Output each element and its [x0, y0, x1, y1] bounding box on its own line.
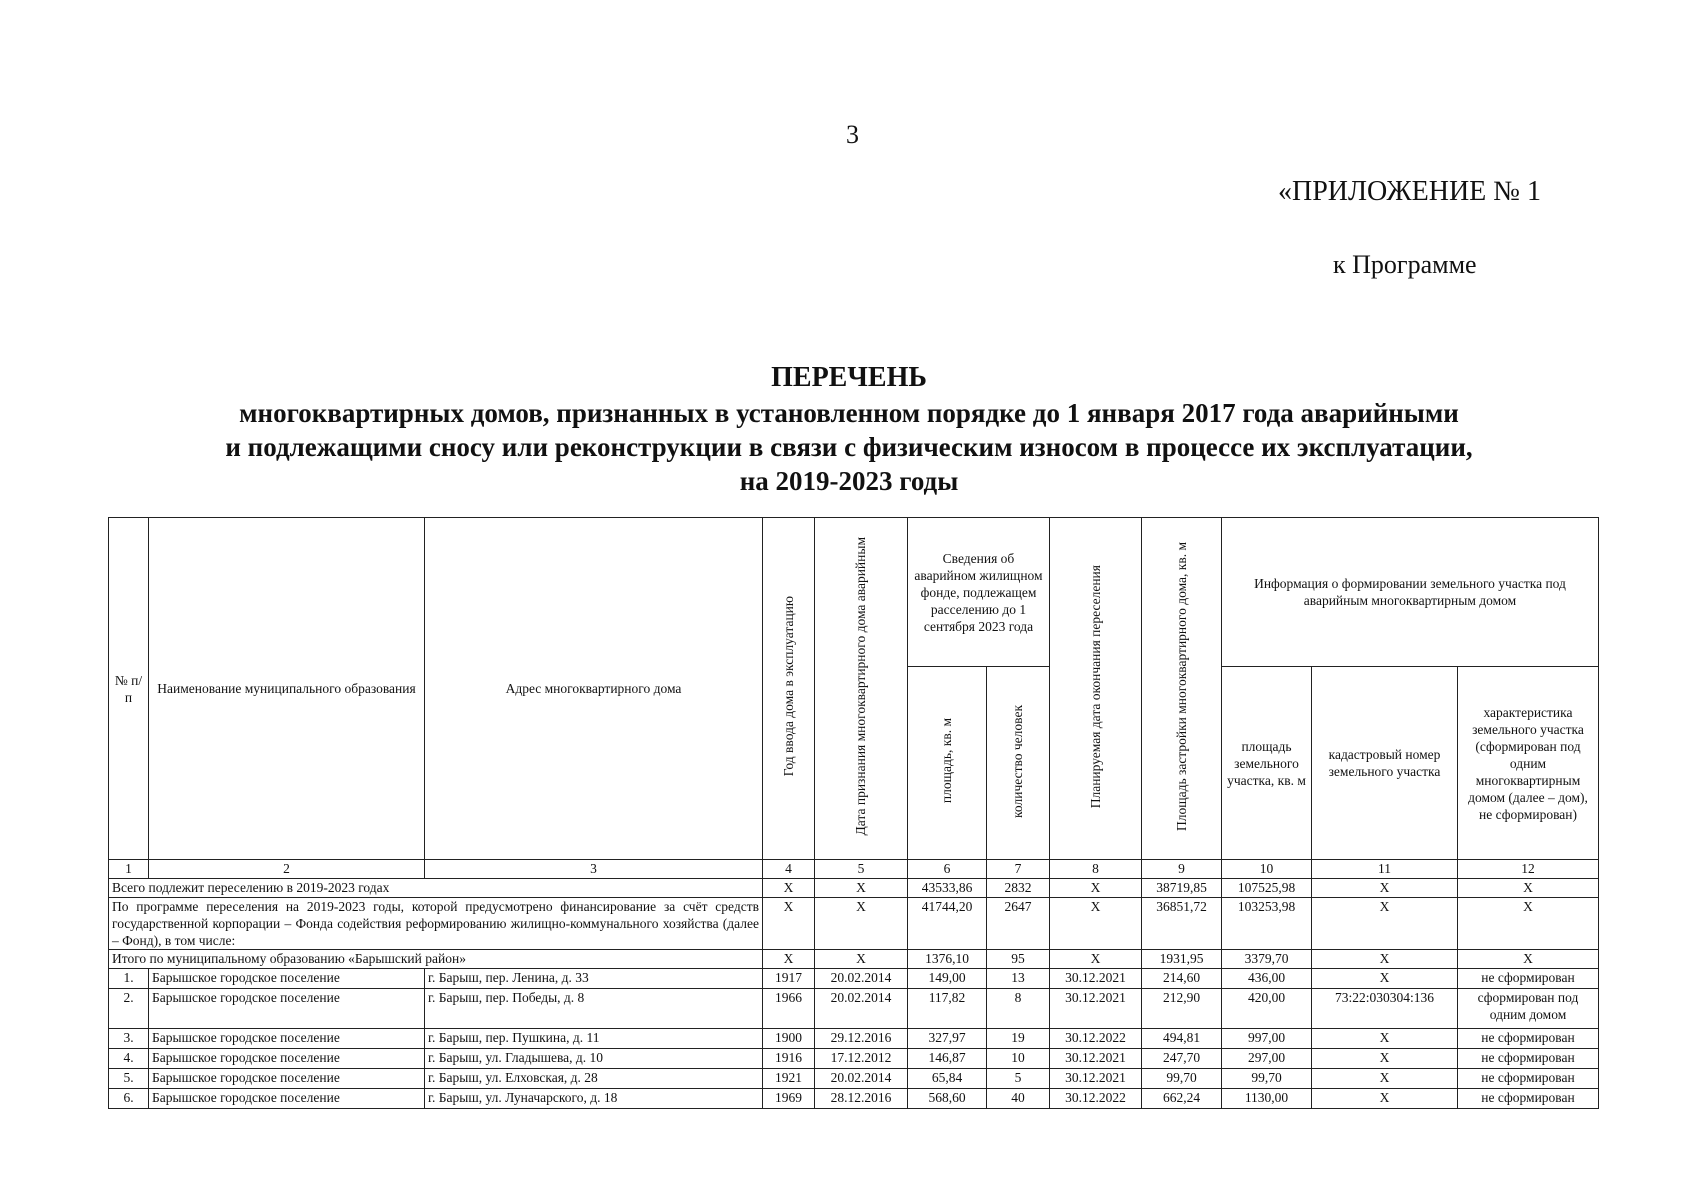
summary-row-fund	[109, 898, 1599, 950]
col-number: 3	[425, 860, 763, 879]
col-number: 6	[908, 860, 987, 879]
row-plan-date: 30.12.2022	[1050, 1029, 1142, 1049]
row-address: г. Барыш, пер. Ленина, д. 33	[425, 969, 763, 989]
summary-cell: X	[1458, 898, 1599, 950]
summary-cell: 36851,72	[1142, 898, 1222, 950]
header-land-char: характеристика земельного участка (сформирован под одним многоквартирным домом (далее – дом), не сформирован)	[1458, 667, 1599, 860]
houses-table	[108, 517, 1599, 1109]
row-people: 8	[987, 989, 1050, 1029]
row-date: 28.12.2016	[815, 1089, 908, 1109]
row-municipality: Барышское городское поселение	[149, 969, 425, 989]
row-number: 4.	[109, 1049, 149, 1069]
summary-cell: 38719,85	[1142, 879, 1222, 898]
row-cadastral: X	[1312, 1049, 1458, 1069]
summary-row-total	[109, 879, 1599, 898]
row-area: 568,60	[908, 1089, 987, 1109]
row-area: 327,97	[908, 1029, 987, 1049]
summary-cell: X	[1050, 879, 1142, 898]
col-number: 1	[109, 860, 149, 879]
row-area: 149,00	[908, 969, 987, 989]
row-land-char: не сформирован	[1458, 1029, 1599, 1049]
row-date: 29.12.2016	[815, 1029, 908, 1049]
header-area: площадь, кв. м	[908, 667, 987, 860]
row-address: г. Барыш, ул. Луначарского, д. 18	[425, 1089, 763, 1109]
row-land-area: 1130,00	[1222, 1089, 1312, 1109]
row-number: 2.	[109, 989, 149, 1029]
summary-cell: X	[763, 879, 815, 898]
row-municipality: Барышское городское поселение	[149, 1029, 425, 1049]
table-row	[109, 1069, 1599, 1089]
row-address: г. Барыш, ул. Елховская, д. 28	[425, 1069, 763, 1089]
doc-title: ПЕРЕЧЕНЬ	[771, 362, 927, 393]
doc-subtitle-line3: на 2019-2023 годы	[739, 466, 959, 496]
row-municipality: Барышское городское поселение	[149, 1089, 425, 1109]
row-address: г. Барыш, пер. Победы, д. 8	[425, 989, 763, 1029]
row-land-area: 420,00	[1222, 989, 1312, 1029]
summary-cell: 1376,10	[908, 950, 987, 969]
row-land-area: 297,00	[1222, 1049, 1312, 1069]
row-number: 3.	[109, 1029, 149, 1049]
page-number: 3	[846, 120, 859, 149]
row-date: 17.12.2012	[815, 1049, 908, 1069]
row-land-char: не сформирован	[1458, 1069, 1599, 1089]
row-people: 13	[987, 969, 1050, 989]
row-plan-date: 30.12.2021	[1050, 1069, 1142, 1089]
table-row	[109, 1029, 1599, 1049]
summary-cell: X	[1050, 950, 1142, 969]
row-cadastral: X	[1312, 1069, 1458, 1089]
doc-subtitle-line2: и подлежащими сносу или реконструкции в связи с физическим износом в процессе их эксплуатации,	[225, 432, 1473, 462]
header-year: Год ввода дома в эксплуатацию	[763, 518, 815, 860]
row-plan-date: 30.12.2022	[1050, 1089, 1142, 1109]
header-people: количество человек	[987, 667, 1050, 860]
row-number: 5.	[109, 1069, 149, 1089]
col-number: 11	[1312, 860, 1458, 879]
summary-cell: 1931,95	[1142, 950, 1222, 969]
summary-cell: X	[1312, 950, 1458, 969]
table-row	[109, 1049, 1599, 1069]
header-date-emergency: Дата признания многоквартирного дома аварийным	[815, 518, 908, 860]
header-fund-info: Сведения об аварийном жилищном фонде, подлежащем расселению до 1 сентября 2023 года	[908, 518, 1050, 667]
row-built-area: 494,81	[1142, 1029, 1222, 1049]
row-land-area: 997,00	[1222, 1029, 1312, 1049]
summary-label: Итого по муниципальному образованию «Барышский район»	[109, 950, 763, 969]
header-planned-date: Планируемая дата окончания переселения	[1050, 518, 1142, 860]
summary-cell: 107525,98	[1222, 879, 1312, 898]
summary-cell: X	[1458, 879, 1599, 898]
row-municipality: Барышское городское поселение	[149, 1069, 425, 1089]
row-date: 20.02.2014	[815, 969, 908, 989]
row-number: 6.	[109, 1089, 149, 1109]
row-built-area: 212,90	[1142, 989, 1222, 1029]
col-number: 12	[1458, 860, 1599, 879]
row-municipality: Барышское городское поселение	[149, 989, 425, 1029]
doc-subtitle-line1: многоквартирных домов, признанных в установленном порядке до 1 января 2017 года аварийными	[239, 398, 1459, 428]
row-built-area: 214,60	[1142, 969, 1222, 989]
row-date: 20.02.2014	[815, 989, 908, 1029]
row-cadastral: X	[1312, 1089, 1458, 1109]
summary-cell: X	[815, 898, 908, 950]
summary-cell: 2832	[987, 879, 1050, 898]
summary-cell: 43533,86	[908, 879, 987, 898]
col-number: 9	[1142, 860, 1222, 879]
summary-row-municipality	[109, 950, 1599, 969]
table-row	[109, 969, 1599, 989]
row-area: 146,87	[908, 1049, 987, 1069]
row-plan-date: 30.12.2021	[1050, 1049, 1142, 1069]
row-address: г. Барыш, ул. Гладышева, д. 10	[425, 1049, 763, 1069]
row-area: 117,82	[908, 989, 987, 1029]
row-land-area: 436,00	[1222, 969, 1312, 989]
col-number: 8	[1050, 860, 1142, 879]
summary-label: По программе переселения на 2019-2023 годы, которой предусмотрено финансирование за счёт средств государственной корпорации – Фонда содействия реформированию жилищно-коммунального хозяйства (далее – Фонд), в том числе:	[109, 898, 763, 950]
summary-cell: X	[763, 898, 815, 950]
row-year: 1917	[763, 969, 815, 989]
col-number: 4	[763, 860, 815, 879]
summary-cell: X	[1458, 950, 1599, 969]
row-built-area: 247,70	[1142, 1049, 1222, 1069]
row-cadastral: X	[1312, 1029, 1458, 1049]
row-built-area: 662,24	[1142, 1089, 1222, 1109]
row-cadastral: 73:22:030304:136	[1312, 989, 1458, 1029]
header-municipality: Наименование муниципального образования	[149, 518, 425, 860]
col-number: 5	[815, 860, 908, 879]
header-cadastral: кадастровый номер земельного участка	[1312, 667, 1458, 860]
header-built-area: Площадь застройки многоквартирного дома, кв. м	[1142, 518, 1222, 860]
summary-cell: 3379,70	[1222, 950, 1312, 969]
header-land-info: Информация о формировании земельного участка под аварийным многоквартирным домом	[1222, 518, 1599, 667]
summary-cell: X	[1312, 879, 1458, 898]
row-land-char: не сформирован	[1458, 1089, 1599, 1109]
column-numbers-row	[109, 860, 1599, 879]
row-land-area: 99,70	[1222, 1069, 1312, 1089]
row-cadastral: X	[1312, 969, 1458, 989]
row-date: 20.02.2014	[815, 1069, 908, 1089]
program-label: к Программе	[1333, 250, 1477, 279]
row-number: 1.	[109, 969, 149, 989]
row-year: 1921	[763, 1069, 815, 1089]
row-address: г. Барыш, пер. Пушкина, д. 11	[425, 1029, 763, 1049]
header-num: № п/п	[109, 518, 149, 860]
col-number: 2	[149, 860, 425, 879]
col-number: 10	[1222, 860, 1312, 879]
row-people: 40	[987, 1089, 1050, 1109]
header-land-area: площадь земельного участка, кв. м	[1222, 667, 1312, 860]
row-built-area: 99,70	[1142, 1069, 1222, 1089]
summary-cell: X	[763, 950, 815, 969]
row-year: 1916	[763, 1049, 815, 1069]
table-row	[109, 989, 1599, 1029]
row-land-char: не сформирован	[1458, 1049, 1599, 1069]
summary-cell: X	[815, 879, 908, 898]
appendix-label: «ПРИЛОЖЕНИЕ № 1	[1278, 176, 1541, 207]
row-people: 19	[987, 1029, 1050, 1049]
row-people: 10	[987, 1049, 1050, 1069]
summary-cell: X	[815, 950, 908, 969]
row-plan-date: 30.12.2021	[1050, 989, 1142, 1029]
row-year: 1900	[763, 1029, 815, 1049]
header-address: Адрес многоквартирного дома	[425, 518, 763, 860]
summary-label: Всего подлежит переселению в 2019-2023 годах	[109, 879, 763, 898]
summary-cell: X	[1312, 898, 1458, 950]
row-year: 1966	[763, 989, 815, 1029]
col-number: 7	[987, 860, 1050, 879]
row-people: 5	[987, 1069, 1050, 1089]
summary-cell: 95	[987, 950, 1050, 969]
row-year: 1969	[763, 1089, 815, 1109]
summary-cell: 41744,20	[908, 898, 987, 950]
summary-cell: 103253,98	[1222, 898, 1312, 950]
row-area: 65,84	[908, 1069, 987, 1089]
row-land-char: сформирован под одним домом	[1458, 989, 1599, 1029]
summary-cell: 2647	[987, 898, 1050, 950]
row-plan-date: 30.12.2021	[1050, 969, 1142, 989]
row-land-char: не сформирован	[1458, 969, 1599, 989]
row-municipality: Барышское городское поселение	[149, 1049, 425, 1069]
summary-cell: X	[1050, 898, 1142, 950]
table-row	[109, 1089, 1599, 1109]
